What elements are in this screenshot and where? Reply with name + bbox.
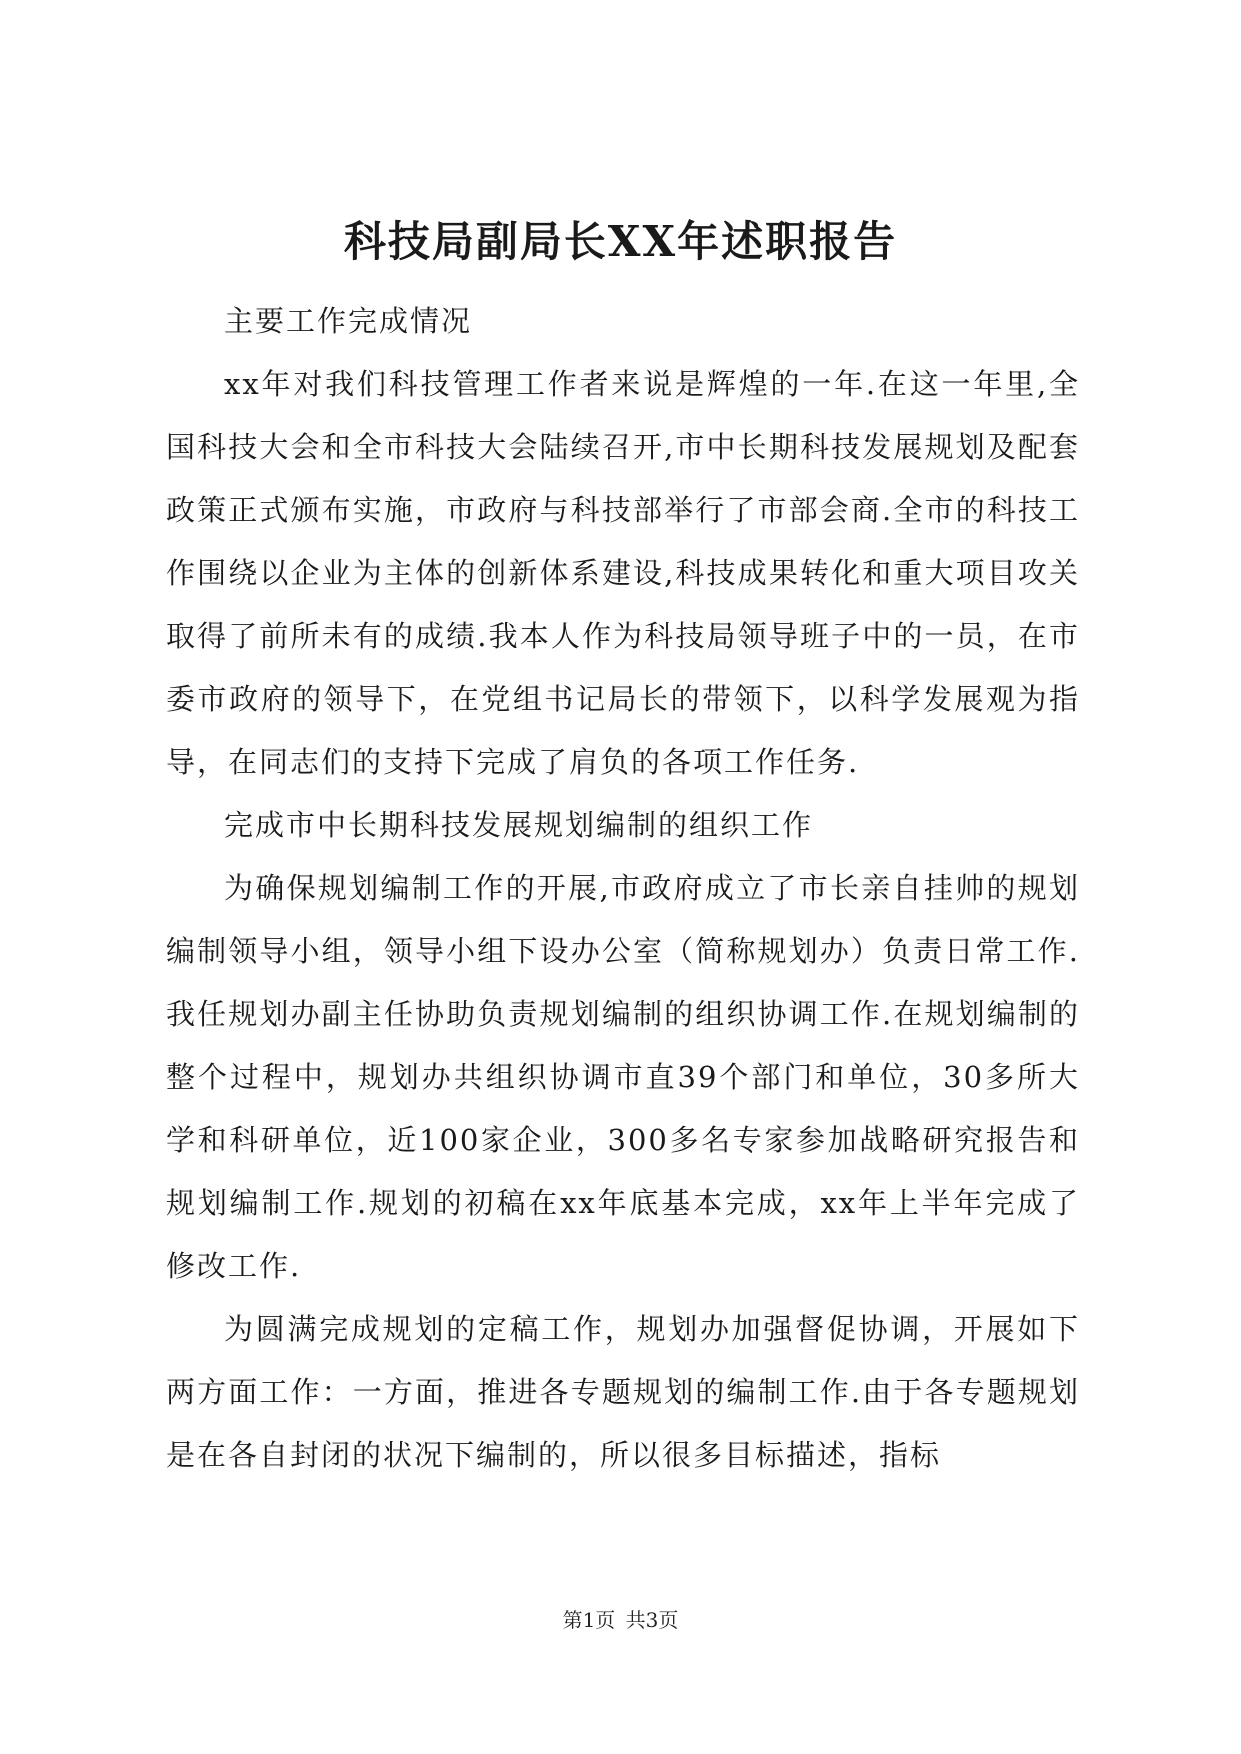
section-heading-planning: 完成市中长期科技发展规划编制的组织工作 — [224, 808, 814, 842]
paragraph-overview: xx年对我们科技管理工作者来说是辉煌的一年.在这一年里,全国科技大会和全市科技大会陆续召开,市中长期科技发展规划及配套政策正式颁布实施，市政府与科技部举行了市部会商.全市的科技工作围绕以企业为主体的创新体系建设,科技成果转化和重大项目攻关取得了前所未有的成绩.我本人作为科技局领导班子中的一员，在市委市政府的领导下，在党组书记局长的带领下，以科学发展观为指导，在同志们的支持下完成了肩负的各项工作任务. — [166, 367, 1080, 779]
paragraph-planning-organization: 为确保规划编制工作的开展,市政府成立了市长亲自挂帅的规划编制领导小组，领导小组下设办公室（简称规划办）负责日常工作.我任规划办副主任协助负责规划编制的组织协调工作.在规划编制的整个过程中，规划办共组织协调市直39个部门和单位，30多所大学和科研单位，近100家企业，300多名专家参加战略研究报告和规划编制工作.规划的初稿在xx年底基本完成，xx年上半年完成了修改工作. — [166, 871, 1080, 1283]
page-number: 第1页 — [562, 1608, 616, 1632]
document-title: 科技局副局长XX年述职报告 — [343, 217, 898, 266]
paragraph-planning-finalization: 为圆满完成规划的定稿工作，规划办加强督促协调，开展如下两方面工作：一方面，推进各专题规划的编制工作.由于各专题规划是在各自封闭的状况下编制的，所以很多目标描述，指标 — [166, 1312, 1080, 1472]
page-total: 共3页 — [625, 1608, 679, 1632]
document-body — [166, 290, 1080, 1487]
section-heading-main-work: 主要工作完成情况 — [224, 304, 473, 338]
page-footer — [0, 1606, 1241, 1634]
